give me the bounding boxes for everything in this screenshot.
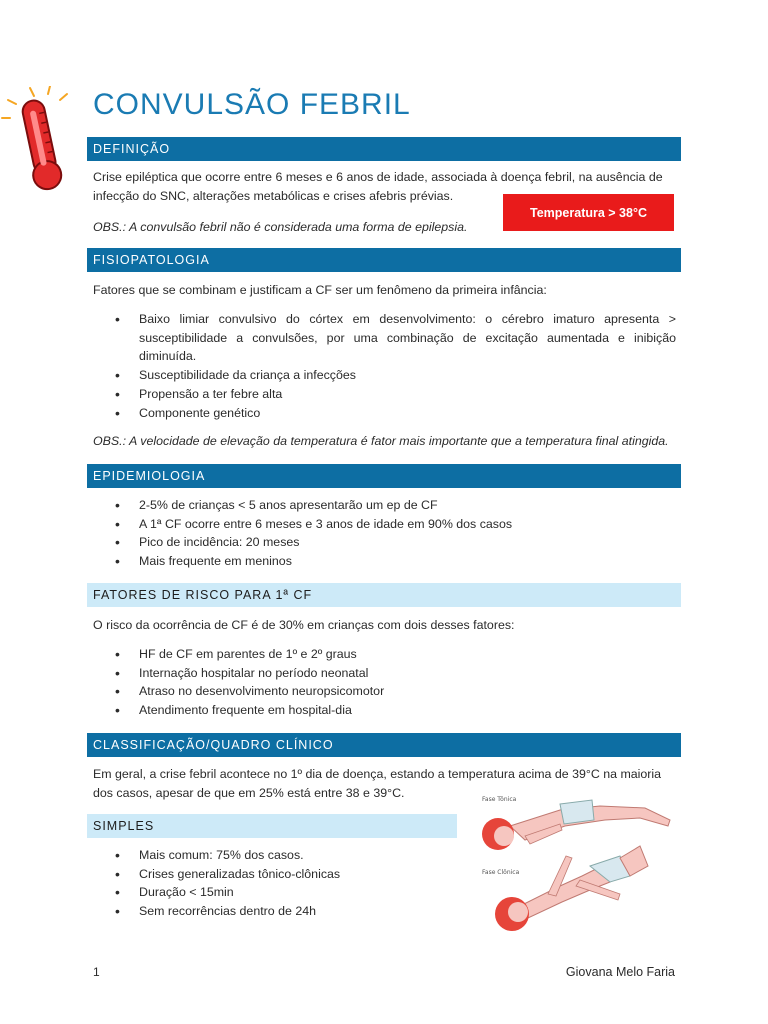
simples-list: [93, 846, 463, 921]
definicao-text-line1: Crise epiléptica que ocorre entre 6 meses e 6 anos de idade, associada à doença febril, na ausência de: [93, 170, 663, 184]
page-number: 1: [93, 965, 100, 979]
section-heading-fatores-risco: FATORES DE RISCO PARA 1ª CF: [87, 583, 681, 607]
list-item: • Susceptibilidade da criança a infecções: [93, 366, 676, 385]
seizure-phases-illustration: [470, 786, 680, 936]
tonic-phase-figure: [482, 800, 670, 850]
temperature-badge: Temperatura > 38°C: [503, 194, 674, 231]
list-item: • HF de CF em parentes de 1º e 2º graus: [93, 645, 676, 664]
list-item: • Internação hospitalar no período neonatal: [93, 664, 676, 683]
list-item: • Atraso no desenvolvimento neuropsicomotor: [93, 682, 676, 701]
fisiopatologia-intro: Fatores que se combinam e justificam a CF ser um fenômeno da primeira infância:: [93, 283, 547, 297]
thermometer-icon: [0, 86, 78, 198]
section-heading-definicao: DEFINIÇÃO: [87, 137, 681, 161]
list-item: • Mais comum: 75% dos casos.: [93, 846, 463, 865]
clonic-phase-figure: [495, 846, 648, 931]
definicao-text-line2: infecção do SNC, alterações metabólicas e crises afebris prévias.: [93, 189, 454, 203]
page-title: CONVULSÃO FEBRIL: [93, 88, 411, 121]
epidemiologia-list: [93, 496, 676, 571]
definicao-obs: OBS.: A convulsão febril não é considerada uma forma de epilepsia.: [93, 220, 468, 234]
section-heading-classificacao: CLASSIFICAÇÃO/QUADRO CLÍNICO: [87, 733, 681, 757]
figure-label-tonic: Fase Tônica: [482, 796, 517, 803]
list-item: • Atendimento frequente em hospital-dia: [93, 701, 676, 720]
section-heading-fisiopatologia: FISIOPATOLOGIA: [87, 248, 681, 272]
author-name: Giovana Melo Faria: [565, 965, 675, 979]
list-item: • A 1ª CF ocorre entre 6 meses e 3 anos de idade em 90% dos casos: [93, 515, 676, 534]
list-item: • 2-5% de crianças < 5 anos apresentarão um ep de CF: [93, 496, 676, 515]
list-item: • Componente genético: [93, 404, 676, 423]
section-heading-epidemiologia: EPIDEMIOLOGIA: [87, 464, 681, 488]
list-item: • Sem recorrências dentro de 24h: [93, 902, 463, 921]
list-item: • Propensão a ter febre alta: [93, 385, 676, 404]
classificacao-text-line2: dos casos, apesar de que em 25% está entre 38 e 39°C.: [93, 786, 405, 800]
fatores-risco-list: [93, 645, 676, 720]
classificacao-text-line1: Em geral, a crise febril acontece no 1º dia de doença, estando a temperatura acima de 39°C na maioria: [93, 767, 662, 781]
fisiopatologia-obs: OBS.: A velocidade de elevação da temperatura é fator mais importante que a temperatura final atingida.: [93, 434, 669, 448]
section-heading-simples: SIMPLES: [87, 814, 457, 838]
list-item: • Duração < 15min: [93, 883, 463, 902]
list-item: • Mais frequente em meninos: [93, 552, 676, 571]
figure-label-clonic: Fase Clônica: [482, 869, 520, 876]
fisiopatologia-list: [93, 310, 676, 422]
list-item: • Pico de incidência: 20 meses: [93, 533, 676, 552]
fatores-risco-intro: O risco da ocorrência de CF é de 30% em crianças com dois desses fatores:: [93, 618, 515, 632]
list-item: • Baixo limiar convulsivo do córtex em desenvolvimento: o cérebro imaturo apresenta > susceptibilidade a convulsões, por uma combinação de excitação aumentada e inibição diminuída.: [93, 310, 676, 366]
list-item: • Crises generalizadas tônico-clônicas: [93, 865, 463, 884]
